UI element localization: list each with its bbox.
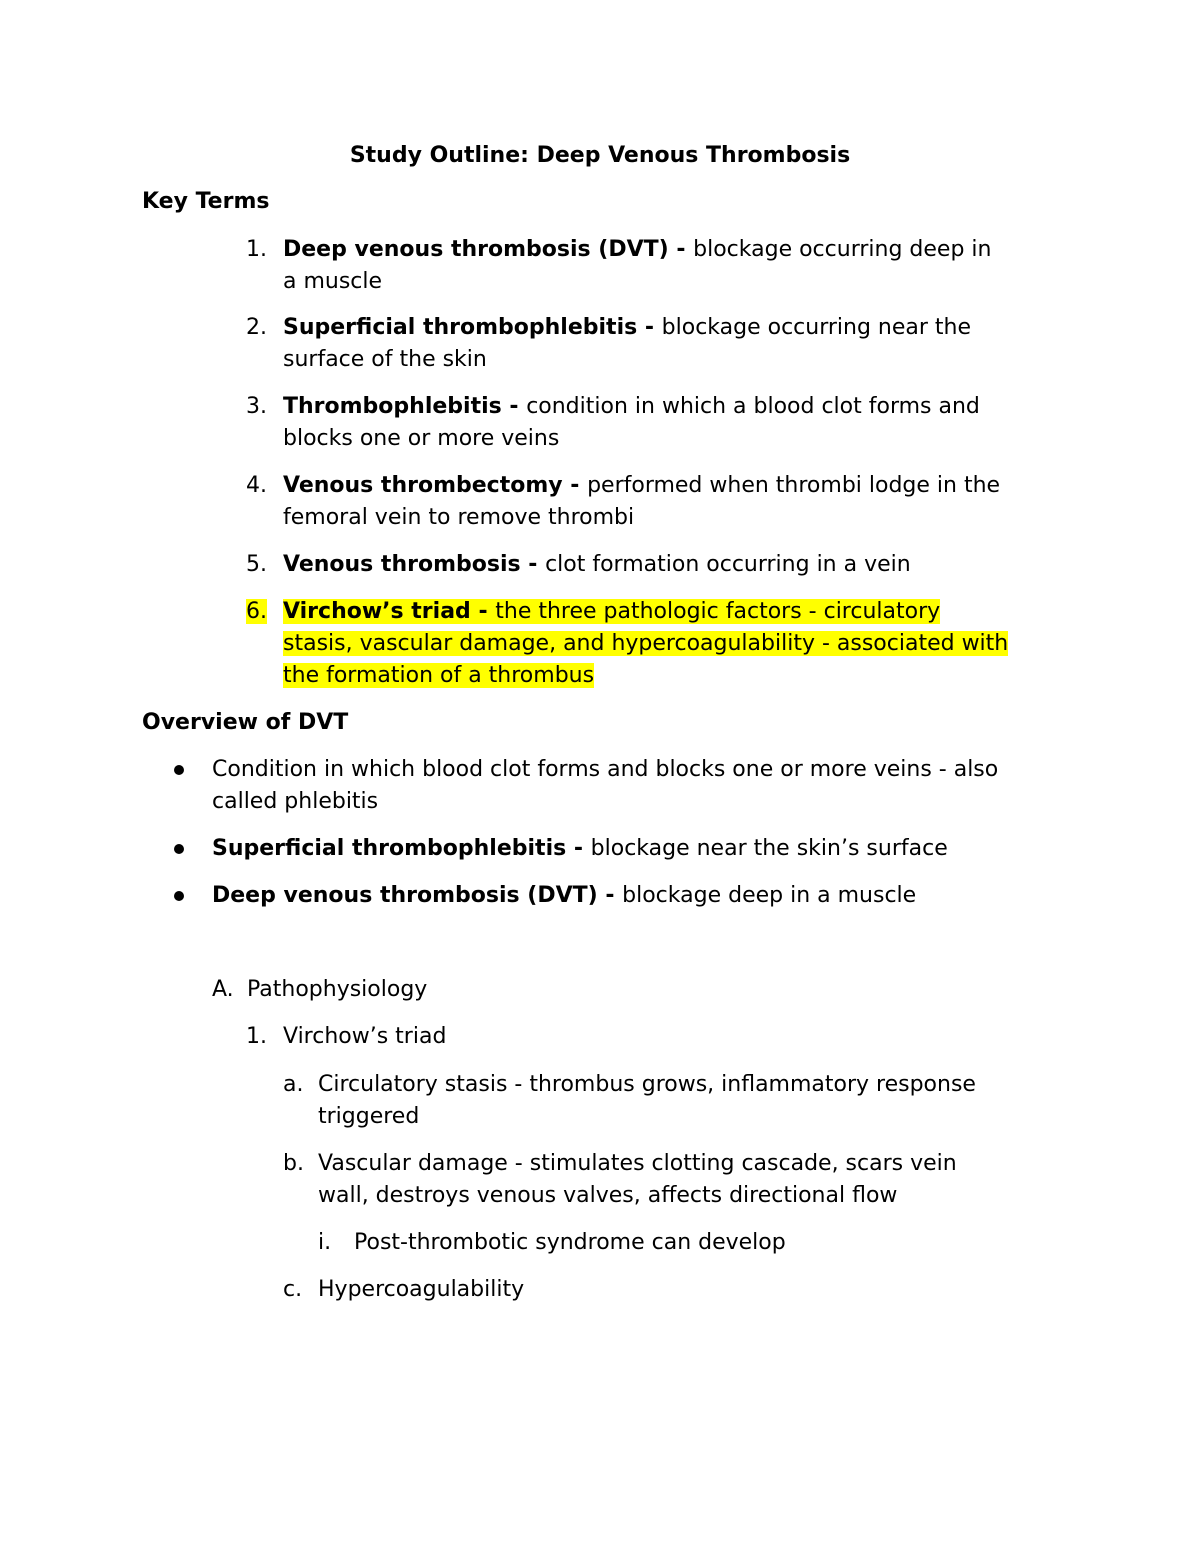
key-term-item — [283, 234, 1083, 298]
overview-bullet-term: Superficial thrombophlebitis — [212, 836, 567, 861]
overview-bullet-text-cont: called phlebitis — [212, 789, 379, 814]
outline-point-marker: c. — [283, 1277, 303, 1302]
overview-bullet-item — [212, 833, 1092, 865]
key-term-definition: the three pathologic factors - circulatory — [495, 599, 941, 624]
outline-subpoint-text: Post-thrombotic syndrome can develop — [354, 1230, 786, 1255]
key-term-definition-cont: surface of the skin — [283, 347, 487, 372]
list-marker — [246, 596, 267, 628]
list-marker: 1. — [246, 237, 267, 262]
separator: - — [637, 315, 662, 340]
key-term-definition: blockage occurring deep in — [693, 237, 992, 262]
document-title: Study Outline: Deep Venous Thrombosis — [349, 143, 851, 168]
key-term-name: Virchow’s triad — [283, 599, 471, 624]
outline-point-text: Circulatory stasis - thrombus grows, inflammatory response — [318, 1072, 976, 1097]
overview-bullet-text: blockage near the skin’s surface — [590, 836, 948, 861]
outline-section-marker: A. — [212, 977, 234, 1002]
outline-point-text-cont: triggered — [318, 1104, 420, 1129]
outline-point-text: Hypercoagulability — [318, 1277, 525, 1302]
separator: - — [668, 237, 694, 262]
bullet-dot — [174, 765, 184, 775]
outline-sub-label: Virchow’s triad — [283, 1024, 447, 1049]
outline-section-label: Pathophysiology — [247, 977, 428, 1002]
list-marker: 3. — [246, 394, 267, 419]
key-term-item — [283, 391, 1083, 455]
overview-bullet-item — [212, 754, 1092, 818]
overview-bullet-term: Deep venous thrombosis (DVT) — [212, 883, 598, 908]
key-term-definition-cont: stasis, vascular damage, and hypercoagulability - associated with — [283, 631, 1009, 656]
key-term-name: Venous thrombectomy — [283, 473, 563, 498]
overview-bullet-text: blockage deep in a muscle — [622, 883, 917, 908]
bullet-dot — [174, 891, 184, 901]
bullet-dot — [174, 844, 184, 854]
key-terms-heading: Key Terms — [142, 189, 270, 214]
key-term-item — [283, 312, 1083, 376]
outline-point-text-cont: wall, destroys venous valves, affects directional flow — [318, 1183, 898, 1208]
outline-point — [318, 1069, 1078, 1133]
highlighted-marker: 6. — [246, 599, 267, 624]
separator: - — [520, 552, 546, 577]
key-term-name: Superficial thrombophlebitis — [283, 315, 638, 340]
key-term-definition: blockage occurring near the — [661, 315, 972, 340]
list-marker: 2. — [246, 315, 267, 340]
key-term-name: Venous thrombosis — [283, 552, 521, 577]
outline-point-text: Vascular damage - stimulates clotting cascade, scars vein — [318, 1151, 957, 1176]
key-term-item — [283, 549, 1083, 581]
key-term-definition-cont: the formation of a thrombus — [283, 663, 595, 688]
key-term-definition: performed when thrombi lodge in the — [587, 473, 1001, 498]
outline-point-marker: a. — [283, 1072, 304, 1097]
key-term-definition-cont: blocks one or more veins — [283, 426, 560, 451]
overview-bullet-item — [212, 880, 1092, 912]
key-term-definition-cont: a muscle — [283, 269, 383, 294]
key-term-name: Thrombophlebitis — [283, 394, 502, 419]
overview-bullet-text: Condition in which blood clot forms and blocks one or more veins - also — [212, 757, 999, 782]
separator: - — [566, 836, 591, 861]
key-term-item-highlighted — [283, 596, 1103, 692]
separator: - — [597, 883, 623, 908]
key-term-definition-cont: femoral vein to remove thrombi — [283, 505, 635, 530]
outline-point — [318, 1148, 1078, 1212]
outline-point-marker: b. — [283, 1151, 304, 1176]
outline-sub-marker: 1. — [246, 1024, 267, 1049]
key-term-definition: clot formation occurring in a vein — [545, 552, 911, 577]
key-term-definition: condition in which a blood clot forms and — [526, 394, 980, 419]
key-term-name: Deep venous thrombosis (DVT) — [283, 237, 669, 262]
list-marker: 4. — [246, 473, 267, 498]
outline-subpoint-marker: i. — [318, 1230, 332, 1255]
overview-heading: Overview of DVT — [142, 710, 349, 735]
list-marker: 5. — [246, 552, 267, 577]
key-term-item — [283, 470, 1083, 534]
separator: - — [562, 473, 588, 498]
separator: - — [470, 599, 496, 624]
separator: - — [501, 394, 527, 419]
